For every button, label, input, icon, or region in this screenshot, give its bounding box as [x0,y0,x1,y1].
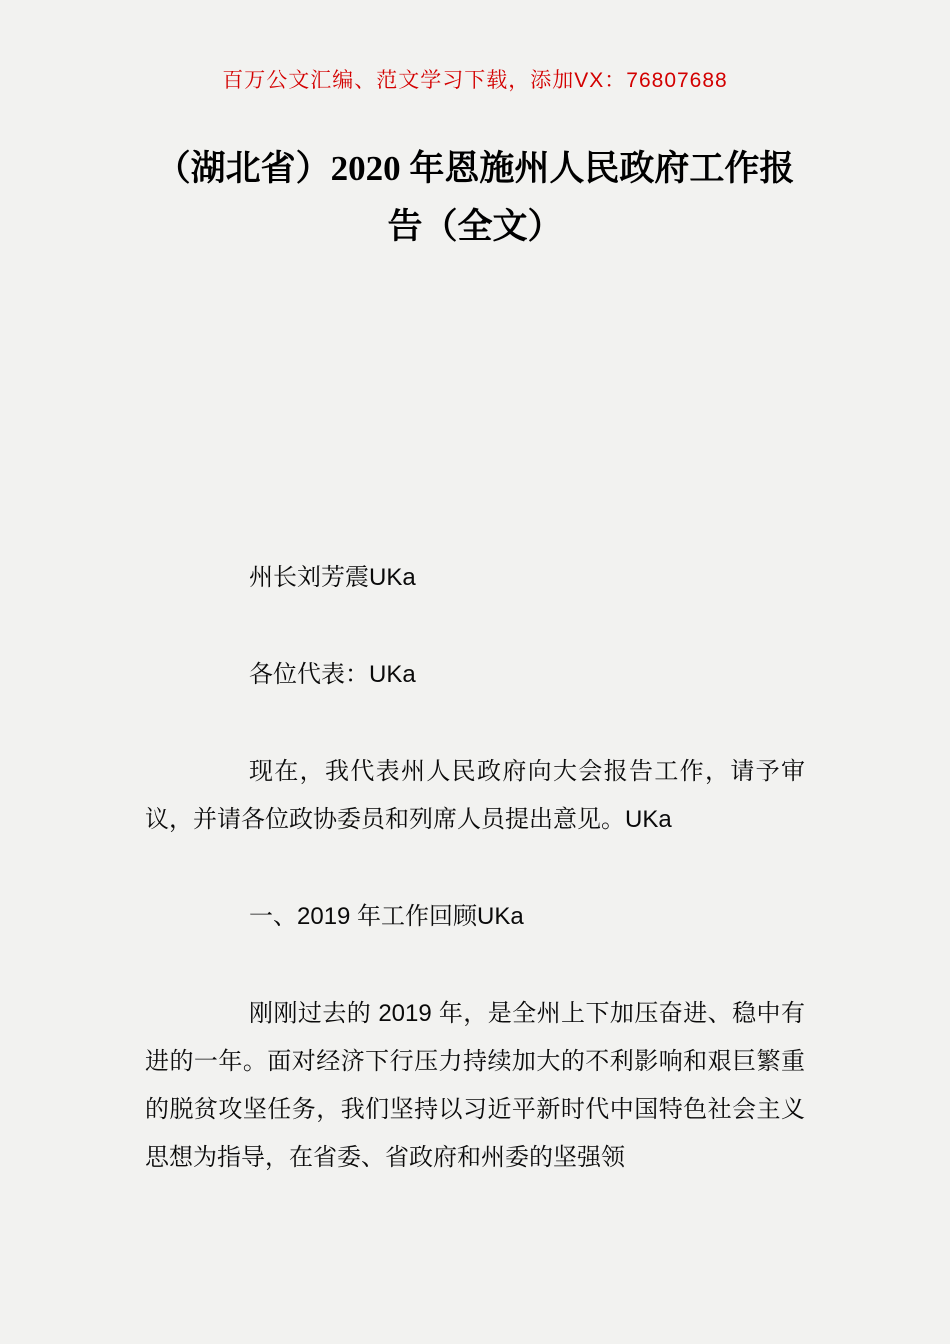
section-heading-2019-review: 一、2019 年工作回顾UKa [249,903,524,930]
document-title: （湖北省）2020 年恩施州人民政府工作报告（全文） [155,149,795,246]
paragraph-signature: 州长刘芳震UKa [249,564,416,591]
document-body [145,554,805,1182]
paragraph-body: 刚刚过去的 2019 年，是全州上下加压奋进、稳中有进的一年。面对经济下行压力持续加大的不利影响和艰巨繁重的脱贫攻坚任务，我们坚持以习近平新时代中国特色社会主义思想为指导，在省委、省政府和州委的坚强领 [145,1000,805,1171]
promo-banner: 百万公文汇编、范文学习下载，添加VX：76807688 [222,69,728,92]
paragraph-salutation: 各位代表：UKa [249,661,416,688]
paragraph-intro: 现在，我代表州人民政府向大会报告工作，请予审议，并请各位政协委员和列席人员提出意见。UKa [145,758,805,833]
